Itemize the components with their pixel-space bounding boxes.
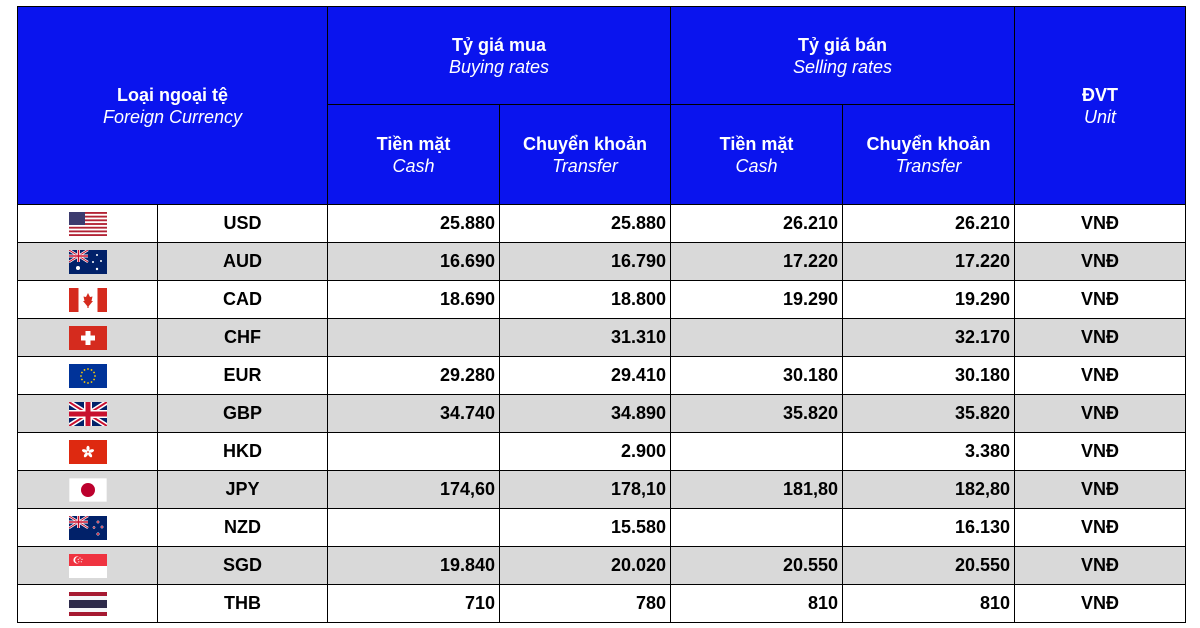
unit-header-vi: ĐVT xyxy=(1082,84,1118,105)
sell-cash-value: 20.550 xyxy=(671,547,843,585)
rate-row-sgd xyxy=(18,547,1186,585)
selling-transfer-header xyxy=(843,105,1015,205)
buy-cash-value: 174,60 xyxy=(328,471,500,509)
exchange-rate-table xyxy=(17,6,1186,623)
buy-transfer-value: 25.880 xyxy=(500,205,671,243)
flag-cell xyxy=(18,509,158,547)
unit-value: VNĐ xyxy=(1015,243,1186,281)
sell-cash-value: 35.820 xyxy=(671,395,843,433)
currency-code: EUR xyxy=(158,357,328,395)
ch-flag-icon xyxy=(69,326,107,350)
sg-flag-icon xyxy=(69,554,107,578)
sell-transfer-value: 35.820 xyxy=(843,395,1015,433)
buy-cash-value: 29.280 xyxy=(328,357,500,395)
sell-cash-value xyxy=(671,319,843,357)
rate-row-jpy xyxy=(18,471,1186,509)
buy-cash-value xyxy=(328,319,500,357)
unit-header xyxy=(1015,7,1186,205)
buy-transfer-value: 20.020 xyxy=(500,547,671,585)
buy-cash-value: 34.740 xyxy=(328,395,500,433)
selling-cash-header-vi: Tiền mặt xyxy=(719,133,794,154)
sell-transfer-value: 3.380 xyxy=(843,433,1015,471)
selling-transfer-header-vi: Chuyển khoản xyxy=(866,133,991,154)
buying-rates-header-vi: Tỷ giá mua xyxy=(451,34,547,55)
rate-row-hkd xyxy=(18,433,1186,471)
flag-cell xyxy=(18,395,158,433)
ca-flag-icon xyxy=(69,288,107,312)
unit-value: VNĐ xyxy=(1015,471,1186,509)
us-flag-icon xyxy=(69,212,107,236)
buy-transfer-value: 31.310 xyxy=(500,319,671,357)
selling-rates-header xyxy=(671,7,1015,105)
sell-transfer-value: 20.550 xyxy=(843,547,1015,585)
selling-rates-header-en: Selling rates xyxy=(792,56,893,77)
unit-value: VNĐ xyxy=(1015,319,1186,357)
sell-transfer-value: 32.170 xyxy=(843,319,1015,357)
unit-header-en: Unit xyxy=(1083,106,1116,127)
currency-code: SGD xyxy=(158,547,328,585)
buying-transfer-header-en: Transfer xyxy=(552,155,618,176)
rate-rows xyxy=(18,205,1186,623)
au-flag-icon xyxy=(69,250,107,274)
flag-cell xyxy=(18,243,158,281)
unit-value: VNĐ xyxy=(1015,585,1186,623)
gb-flag-icon xyxy=(69,402,107,426)
buy-transfer-value: 780 xyxy=(500,585,671,623)
rate-row-usd xyxy=(18,205,1186,243)
buying-transfer-header-vi: Chuyển khoản xyxy=(522,133,647,154)
unit-value: VNĐ xyxy=(1015,205,1186,243)
rate-row-chf xyxy=(18,319,1186,357)
buy-transfer-value: 15.580 xyxy=(500,509,671,547)
sell-transfer-value: 810 xyxy=(843,585,1015,623)
sell-transfer-value: 26.210 xyxy=(843,205,1015,243)
buy-cash-value: 25.880 xyxy=(328,205,500,243)
eu-flag-icon xyxy=(69,364,107,388)
buy-transfer-value: 29.410 xyxy=(500,357,671,395)
sell-transfer-value: 19.290 xyxy=(843,281,1015,319)
currency-code: USD xyxy=(158,205,328,243)
unit-value: VNĐ xyxy=(1015,395,1186,433)
rate-row-gbp xyxy=(18,395,1186,433)
currency-header-en: Foreign Currency xyxy=(102,106,243,127)
buying-cash-header-en: Cash xyxy=(392,155,435,176)
sell-cash-value: 810 xyxy=(671,585,843,623)
buying-transfer-header xyxy=(500,105,671,205)
rate-row-eur xyxy=(18,357,1186,395)
rate-row-cad xyxy=(18,281,1186,319)
currency-code: JPY xyxy=(158,471,328,509)
unit-value: VNĐ xyxy=(1015,433,1186,471)
rate-row-thb xyxy=(18,585,1186,623)
rate-row-aud xyxy=(18,243,1186,281)
selling-cash-header-en: Cash xyxy=(735,155,778,176)
buying-cash-header-vi: Tiền mặt xyxy=(376,133,451,154)
nz-flag-icon xyxy=(69,516,107,540)
sell-cash-value: 181,80 xyxy=(671,471,843,509)
sell-cash-value: 17.220 xyxy=(671,243,843,281)
selling-rates-header-vi: Tỷ giá bán xyxy=(797,34,887,55)
buy-cash-value xyxy=(328,433,500,471)
buy-transfer-value: 178,10 xyxy=(500,471,671,509)
sell-transfer-value: 16.130 xyxy=(843,509,1015,547)
currency-code: CAD xyxy=(158,281,328,319)
buy-cash-value: 19.840 xyxy=(328,547,500,585)
selling-transfer-header-en: Transfer xyxy=(895,155,962,176)
flag-cell xyxy=(18,471,158,509)
buy-cash-value: 16.690 xyxy=(328,243,500,281)
currency-code: GBP xyxy=(158,395,328,433)
flag-cell xyxy=(18,357,158,395)
sell-cash-value xyxy=(671,433,843,471)
sell-cash-value: 26.210 xyxy=(671,205,843,243)
flag-cell xyxy=(18,281,158,319)
hk-flag-icon xyxy=(69,440,107,464)
buy-cash-value xyxy=(328,509,500,547)
flag-cell xyxy=(18,319,158,357)
buy-cash-value: 710 xyxy=(328,585,500,623)
flag-cell xyxy=(18,585,158,623)
flag-cell xyxy=(18,205,158,243)
sell-cash-value xyxy=(671,509,843,547)
unit-value: VNĐ xyxy=(1015,547,1186,585)
jp-flag-icon xyxy=(69,478,107,502)
unit-value: VNĐ xyxy=(1015,509,1186,547)
buy-transfer-value: 16.790 xyxy=(500,243,671,281)
currency-header-vi: Loại ngoại tệ xyxy=(116,84,228,105)
buy-cash-value: 18.690 xyxy=(328,281,500,319)
buy-transfer-value: 34.890 xyxy=(500,395,671,433)
buy-transfer-value: 18.800 xyxy=(500,281,671,319)
currency-code: CHF xyxy=(158,319,328,357)
th-flag-icon xyxy=(69,592,107,616)
sell-cash-value: 30.180 xyxy=(671,357,843,395)
selling-cash-header xyxy=(671,105,843,205)
unit-value: VNĐ xyxy=(1015,281,1186,319)
buying-rates-header xyxy=(328,7,671,105)
currency-code: HKD xyxy=(158,433,328,471)
rate-row-nzd xyxy=(18,509,1186,547)
buying-rates-header-en: Buying rates xyxy=(448,56,550,77)
exchange-rate-table-container xyxy=(17,6,1185,623)
sell-transfer-value: 182,80 xyxy=(843,471,1015,509)
currency-code: THB xyxy=(158,585,328,623)
buy-transfer-value: 2.900 xyxy=(500,433,671,471)
sell-transfer-value: 17.220 xyxy=(843,243,1015,281)
currency-code: AUD xyxy=(158,243,328,281)
sell-cash-value: 19.290 xyxy=(671,281,843,319)
sell-transfer-value: 30.180 xyxy=(843,357,1015,395)
unit-value: VNĐ xyxy=(1015,357,1186,395)
currency-code: NZD xyxy=(158,509,328,547)
flag-cell xyxy=(18,433,158,471)
currency-header xyxy=(18,7,328,205)
flag-cell xyxy=(18,547,158,585)
buying-cash-header xyxy=(328,105,500,205)
